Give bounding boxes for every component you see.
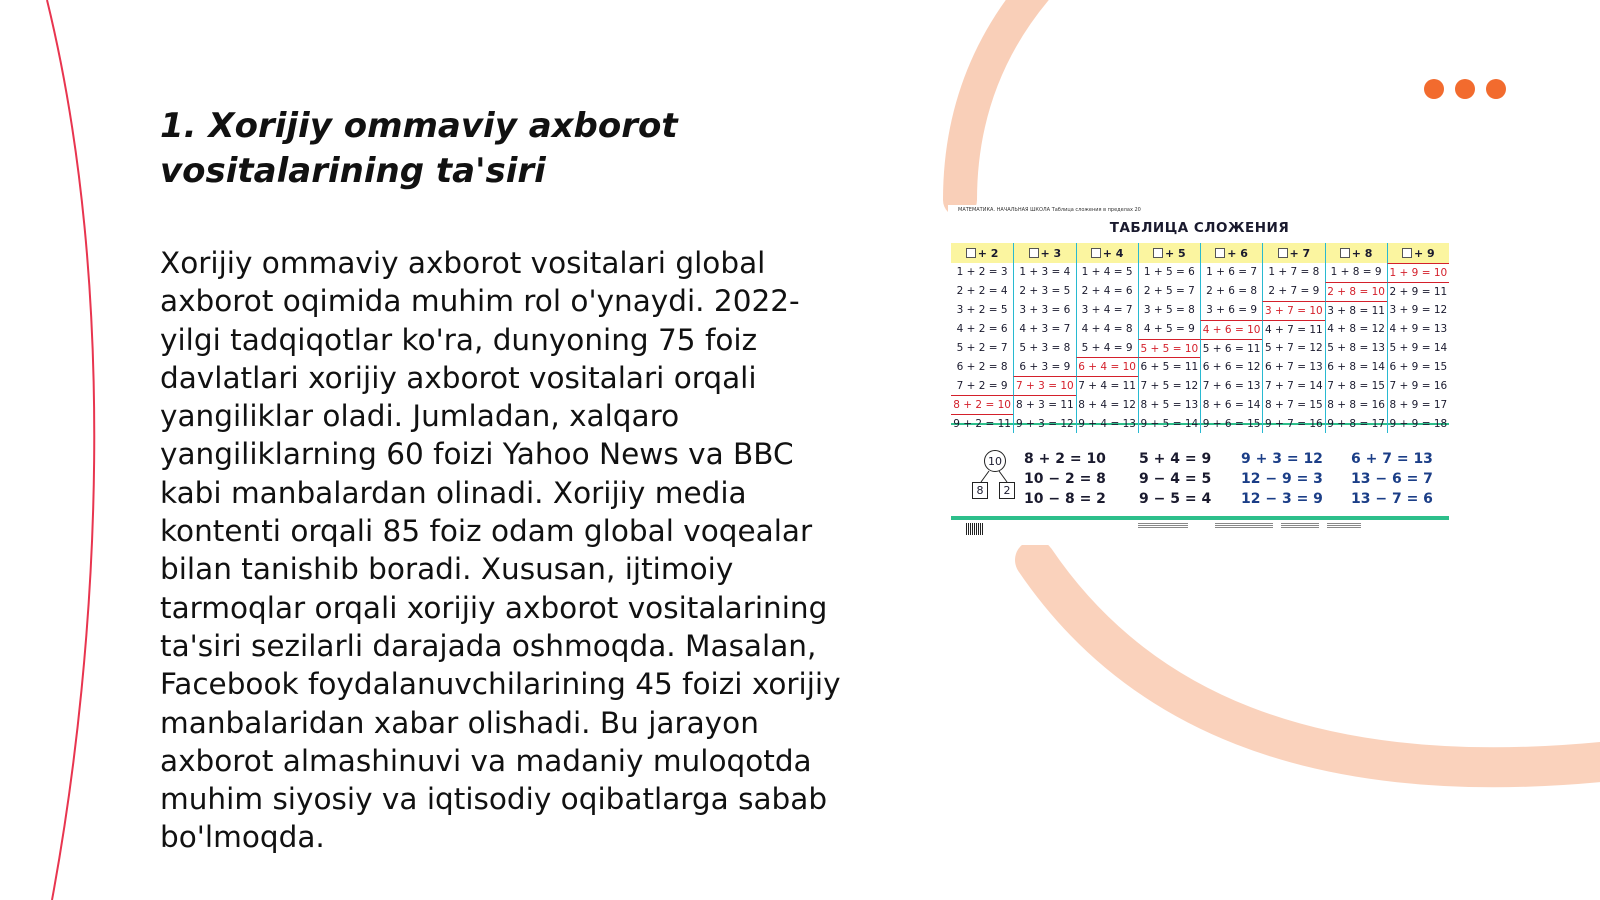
table-cell: 9 + 7 = 16 [1262, 414, 1324, 433]
table-cell: 7 + 4 = 11 [1076, 376, 1138, 395]
empty-box-icon [1278, 248, 1288, 258]
table-cell: 2 + 9 = 11 [1387, 282, 1449, 301]
column-header: + 3 [1013, 243, 1075, 263]
empty-box-icon [1153, 248, 1163, 258]
table-cell: 6 + 9 = 15 [1387, 357, 1449, 376]
table-cell: 5 + 9 = 14 [1387, 339, 1449, 358]
table-cell: 8 + 3 = 11 [1013, 395, 1075, 414]
example-equation: 9 − 5 = 4 [1139, 491, 1212, 507]
column-header: + 9 [1387, 243, 1449, 263]
table-cell: 4 + 9 = 13 [1387, 320, 1449, 339]
table-cell: 7 + 8 = 15 [1325, 376, 1387, 395]
empty-box-icon [1091, 248, 1101, 258]
column-header: + 4 [1076, 243, 1138, 263]
table-cell: 7 + 9 = 16 [1387, 376, 1449, 395]
table-cell: 6 + 4 = 10 [1076, 357, 1138, 376]
empty-box-icon [1340, 248, 1350, 258]
table-cell: 6 + 5 = 11 [1138, 357, 1200, 376]
table-cell: 1 + 8 = 9 [1325, 263, 1387, 282]
addition-table-image [948, 205, 1451, 545]
fine-print [1215, 523, 1273, 529]
slide-body-text: Xorijiy ommaviy axborot vositalari global axborot oqimida muhim rol o'ynaydi. 2022-yilgi tadqiqotlar ko'ra, dunyoning 75 foiz davlatlari xorijiy axborot vositalari orqali yangiliklar oladi. Jumladan, xalqaro yangiliklarning 60 foizi Yahoo News va BBC kabi manbalardan olinadi. Xorijiy media kontenti orqali 85 foiz odam global voqealar bilan tanishib boradi. Xususan, ijtimoiy tarmoqlar orqali xorijiy axborot vositalarining ta'siri sezilarli darajada oshmoqda. Masalan, Facebook foydalanuvchilarining 45 foizi xorijiy manbalaridan xabar olishadi. Bu jarayon axborot almashinuvi va madaniy muloqotda muhim siyosiy va iqtisodiy oqibatlarga sabab bo'lmoqda. [160, 246, 841, 855]
table-cell: 6 + 3 = 9 [1013, 357, 1075, 376]
table-cell: 4 + 8 = 12 [1325, 320, 1387, 339]
empty-box-icon [1402, 248, 1412, 258]
table-cell: 9 + 5 = 14 [1138, 414, 1200, 433]
table-cell: 4 + 5 = 9 [1138, 320, 1200, 339]
decorative-arc-top [960, 0, 1035, 200]
table-cell: 5 + 8 = 13 [1325, 339, 1387, 358]
table-cell: 3 + 9 = 12 [1387, 301, 1449, 320]
poster-footer-line [951, 516, 1449, 520]
table-cell: 3 + 8 = 11 [1325, 301, 1387, 320]
empty-box-icon [1215, 248, 1225, 258]
example-group [1139, 449, 1211, 509]
example-group [1024, 449, 1106, 509]
table-cell: 2 + 6 = 8 [1200, 282, 1262, 301]
example-equation: 9 + 3 = 12 [1241, 451, 1323, 467]
example-equation: 13 − 7 = 6 [1351, 491, 1433, 507]
poster-header-small: МАТЕМАТИКА. НАЧАЛЬНАЯ ШКОЛА Таблица сложения в пределах 20 [958, 207, 1141, 213]
table-cell: 4 + 3 = 7 [1013, 320, 1075, 339]
table-cell: 7 + 2 = 9 [956, 379, 1008, 392]
example-equation: 5 + 4 = 9 [1139, 451, 1212, 467]
table-cell: 5 + 7 = 12 [1262, 339, 1324, 358]
table-cell: 4 + 7 = 11 [1262, 320, 1324, 339]
table-cell: 1 + 2 = 3 [956, 266, 1008, 279]
table-cell: 3 + 5 = 8 [1138, 301, 1200, 320]
table-cell: 1 + 3 = 4 [1013, 263, 1075, 282]
barcode-icon [966, 523, 984, 535]
table-cell: 3 + 6 = 9 [1200, 301, 1262, 320]
table-cell: 6 + 8 = 14 [1325, 357, 1387, 376]
table-cell: 1 + 4 = 5 [1076, 263, 1138, 282]
column-header: + 7 [1262, 243, 1324, 263]
table-cell: 4 + 4 = 8 [1076, 320, 1138, 339]
table-cell: 2 + 5 = 7 [1138, 282, 1200, 301]
table-cell: 3 + 7 = 10 [1262, 301, 1324, 320]
table-cell: 1 + 5 = 6 [1138, 263, 1200, 282]
table-cell: 9 + 4 = 13 [1076, 414, 1138, 433]
table-cell: 7 + 6 = 13 [1200, 376, 1262, 395]
table-cell: 6 + 2 = 8 [956, 360, 1008, 373]
table-cell: 5 + 3 = 8 [1013, 339, 1075, 358]
slide-title: 1. Xorijiy ommaviy axborot vositalarining ta'siri [160, 106, 678, 191]
dot-3 [1486, 79, 1506, 99]
example-equation: 12 − 3 = 9 [1241, 491, 1323, 507]
table-cell: 4 + 2 = 6 [956, 323, 1008, 336]
table-cell: 7 + 5 = 12 [1138, 376, 1200, 395]
table-cell: 1 + 6 = 7 [1200, 263, 1262, 282]
part-box: 2 [999, 482, 1015, 499]
table-cell: 9 + 2 = 11 [951, 414, 1013, 433]
example-equation: 12 − 9 = 3 [1241, 471, 1323, 487]
table-cell: 8 + 8 = 16 [1325, 395, 1387, 414]
table-cell: 3 + 2 = 5 [956, 304, 1008, 317]
left-frame-line [47, 0, 94, 900]
addition-grid [951, 243, 1449, 431]
example-equation: 6 + 7 = 13 [1351, 451, 1433, 467]
table-cell: 6 + 6 = 12 [1200, 357, 1262, 376]
addition-table-title: ТАБЛИЦА СЛОЖЕНИЯ [1109, 220, 1290, 236]
table-cell: 9 + 3 = 12 [1013, 414, 1075, 433]
table-cell: 8 + 9 = 17 [1387, 395, 1449, 414]
table-cell: 2 + 2 = 4 [956, 285, 1008, 298]
table-cell: 5 + 4 = 9 [1076, 339, 1138, 358]
table-cell: 7 + 3 = 10 [1013, 376, 1075, 395]
column-header: + 6 [1200, 243, 1262, 263]
empty-box-icon [1029, 248, 1039, 258]
table-cell: 4 + 6 = 10 [1200, 320, 1262, 339]
part-box: 8 [972, 482, 988, 499]
table-cell: 1 + 9 = 10 [1387, 263, 1449, 282]
dot-1 [1424, 79, 1444, 99]
example-equation: 10 − 8 = 2 [1024, 491, 1106, 507]
table-cell: 5 + 6 = 11 [1200, 339, 1262, 358]
example-equation: 13 − 6 = 7 [1351, 471, 1433, 487]
table-cell: 2 + 7 = 9 [1262, 282, 1324, 301]
table-cell: 8 + 2 = 10 [951, 395, 1013, 414]
example-equation: 9 − 4 = 5 [1139, 471, 1212, 487]
fine-print [1327, 523, 1361, 529]
fine-print [1138, 523, 1188, 529]
table-cell: 8 + 6 = 14 [1200, 395, 1262, 414]
column-header: + 8 [1325, 243, 1387, 263]
table-cell: 5 + 2 = 7 [956, 342, 1008, 354]
decorative-arc-bottom [1035, 560, 1600, 767]
example-group [1351, 449, 1433, 509]
example-equation: 10 − 2 = 8 [1024, 471, 1106, 487]
table-cell: 8 + 7 = 15 [1262, 395, 1324, 414]
examples-section [951, 449, 1449, 513]
table-cell: 1 + 7 = 8 [1262, 263, 1324, 282]
column-header: + 5 [1138, 243, 1200, 263]
fine-print [1281, 523, 1319, 529]
table-cell: 8 + 4 = 12 [1076, 395, 1138, 414]
table-cell: 6 + 7 = 13 [1262, 357, 1324, 376]
table-cell: 3 + 4 = 7 [1076, 301, 1138, 320]
whole-number-circle: 10 [984, 450, 1006, 472]
table-cell: 7 + 7 = 14 [1262, 376, 1324, 395]
table-cell: 2 + 8 = 10 [1325, 282, 1387, 301]
example-equation: 8 + 2 = 10 [1024, 451, 1106, 467]
menu-dots [1424, 79, 1506, 99]
decomposition-branches [951, 449, 1031, 509]
empty-box-icon [966, 248, 976, 258]
table-cell: 3 + 3 = 6 [1013, 301, 1075, 320]
example-group [1241, 449, 1323, 509]
column-header: + 2 [951, 243, 1013, 263]
table-cell: 9 + 9 = 18 [1387, 414, 1449, 433]
dot-2 [1455, 79, 1475, 99]
table-cell: 2 + 4 = 6 [1076, 282, 1138, 301]
table-cell: 2 + 3 = 5 [1013, 282, 1075, 301]
table-cell: 9 + 8 = 17 [1325, 414, 1387, 433]
table-cell: 8 + 5 = 13 [1138, 395, 1200, 414]
table-cell: 5 + 5 = 10 [1138, 339, 1200, 358]
table-cell: 9 + 6 = 15 [1200, 414, 1262, 433]
